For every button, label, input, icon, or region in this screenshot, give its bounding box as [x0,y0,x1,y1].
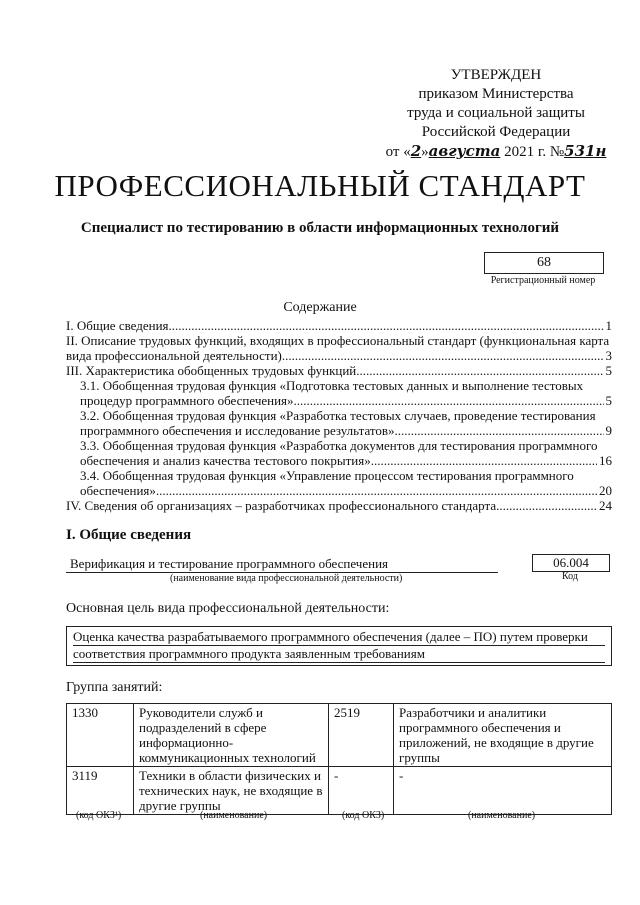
occupation-name: Техники в области физических и технических наук, не входящие в другие группы [134,767,329,815]
occupation-name: - [394,767,612,815]
occupation-name: Руководители служб и подразделений в сфере информационно-коммуникационных технологий [134,704,329,767]
toc-item[interactable] [66,498,612,513]
toc-item-text: III. Характеристика обобщенных трудовых функций [66,363,357,378]
caption-okz-code-2: (код ОКЗ) [342,810,385,821]
toc-item-text-cont: процедур программного обеспечения» [80,393,294,408]
toc-item-page: 5 [605,393,612,408]
activity-name: Верификация и тестирование программного обеспечения [66,556,498,573]
goal-label: Основная цель вида профессиональной деятельности: [66,601,390,616]
occupation-table [66,703,612,815]
toc-item[interactable] [66,333,612,363]
toc-item-text: 3.2. Обобщенная трудовая функция «Разработка тестовых случаев, проведение тестирования [80,408,596,423]
goal-text-line1: Оценка качества разрабатываемого программного обеспечения (далее – ПО) путем проверки [73,629,605,646]
date-day: 2 [410,142,422,160]
table-row [67,704,612,767]
approval-line: УТВЕРЖДЕН [450,67,542,83]
toc-item[interactable] [66,438,612,468]
toc-item-text-cont: вида профессиональной деятельности) [66,348,282,363]
date-year: 2021 г. № [504,144,565,160]
okz-code: - [329,767,394,815]
page-subtitle: Специалист по тестированию в области информационных технологий [80,220,560,236]
activity-code: 06.004 [532,554,610,572]
toc-item-text: II. Описание трудовых функций, входящих в профессиональный стандарт (функциональная карта [66,333,610,348]
approval-date [376,142,616,162]
toc-item[interactable] [66,318,612,333]
toc-item-page: 3 [605,348,612,363]
registration-caption: Регистрационный номер [490,275,596,286]
table-row [67,767,612,815]
toc-item-page: 9 [605,423,612,438]
toc-item[interactable] [66,408,612,438]
toc-item-text: I. Общие сведения [66,318,169,333]
date-month: августа [428,142,501,160]
activity-caption: (наименование вида профессиональной деятельности) [170,573,403,584]
toc-title: Содержание [283,300,357,315]
code-caption: Код [562,571,578,582]
caption-name-1: (наименование) [200,810,268,821]
toc-item[interactable] [66,363,612,378]
toc-item-text: IV. Сведения об организациях – разработчиках профессионального стандарта [66,498,497,513]
table-of-contents [66,318,612,513]
registration-number: 68 [484,252,604,274]
approval-line: Российской Федерации [421,124,571,140]
caption-okz-code-1: (код ОКЗ¹) [76,810,122,821]
toc-item-text-cont: программного обеспечения и исследование результатов» [80,423,395,438]
section-heading: I. Общие сведения [66,527,192,543]
okz-code: 1330 [67,704,134,767]
toc-item-page: 16 [599,453,612,468]
toc-item-page: 5 [605,363,612,378]
toc-item[interactable] [66,378,612,408]
goal-box [66,626,612,666]
approval-line: труда и социальной защиты [407,105,585,121]
toc-item-text: 3.4. Обобщенная трудовая функция «Управление процессом тестирования программного [80,468,574,483]
toc-item-page: 20 [599,483,612,498]
caption-name-2: (наименование) [468,810,536,821]
goal-text-line2: соответствия программного продукта заявленным требованиям [73,646,605,663]
page-title: ПРОФЕССИОНАЛЬНЫЙ СТАНДАРТ [54,168,586,203]
toc-item-page: 1 [605,318,612,333]
toc-item-text: 3.3. Обобщенная трудовая функция «Разработка документов для тестирования программного [80,438,598,453]
toc-item-text-cont: обеспечения» [80,483,156,498]
okz-code: 2519 [329,704,394,767]
order-number: 531н [564,142,607,160]
toc-item-page: 24 [599,498,612,513]
date-mid: » [421,144,429,160]
approval-line: приказом Министерства [418,86,574,102]
approval-block [376,66,616,162]
date-prefix: от « [385,144,411,160]
toc-item-text-cont: обеспечения и анализ качества тестового покрытия» [80,453,371,468]
toc-item-text: 3.1. Обобщенная трудовая функция «Подготовка тестовых данных и выполнение тестовых [80,378,584,393]
occupation-name: Разработчики и аналитики программного обеспечения и приложений, не входящие в другие группы [394,704,612,767]
group-label: Группа занятий: [66,680,163,695]
okz-code: 3119 [67,767,134,815]
toc-item[interactable] [66,468,612,498]
